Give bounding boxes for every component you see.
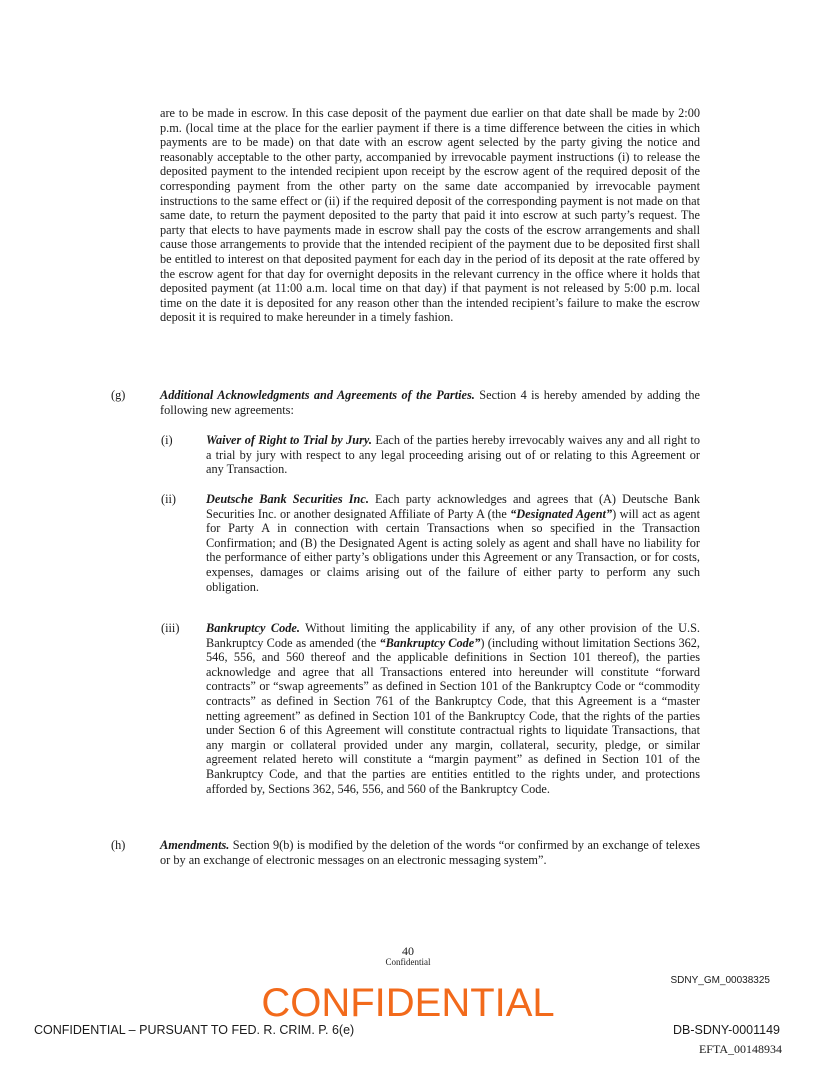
item-i-paragraph <box>206 433 700 477</box>
section-h-label: (h) <box>111 838 126 852</box>
designated-agent-term: “Designated Agent” <box>510 506 613 521</box>
item-ii-paragraph <box>206 492 700 594</box>
item-iii-paragraph <box>206 621 700 796</box>
item-i-heading: Waiver of Right to Trial by Jury. <box>206 433 372 447</box>
bates-gm: SDNY_GM_00038325 <box>670 975 770 986</box>
bates-db: DB-SDNY-0001149 <box>672 1023 780 1037</box>
section-g-heading: Additional Acknowledgments and Agreements of the Parties. <box>160 388 475 402</box>
grand-jury-notice: CONFIDENTIAL – PURSUANT TO FED. R. CRIM. P. 6(e) <box>34 1023 355 1037</box>
section-h-text: Section 9(b) is modified by the deletion of the words “or confirmed by an exchange of telexes or by an exchange of electronic messages on an electronic messaging system”. <box>160 838 700 867</box>
section-g-text: Section 4 is hereby amended by adding the following new agreements: <box>160 388 700 417</box>
item-i-label: (i) <box>161 433 173 447</box>
bankruptcy-code-term: “Bankruptcy Code” <box>379 635 481 650</box>
item-ii-text-1: Each party acknowledges and agrees that (A) Deutsche Bank Securities Inc. or another designated Affiliate of Party A (the <box>206 492 700 521</box>
item-ii-label: (ii) <box>161 492 177 506</box>
item-iii-label: (iii) <box>161 621 180 635</box>
item-iii-heading: Bankruptcy Code. <box>206 621 300 635</box>
item-ii-heading: Deutsche Bank Securities Inc. <box>206 492 369 506</box>
section-h-paragraph <box>160 838 700 867</box>
section-h-heading: Amendments. <box>160 838 230 852</box>
efta-number: EFTA_00148934 <box>698 1042 782 1056</box>
confidential-stamp: CONFIDENTIAL <box>261 981 555 1025</box>
confidential-footer-label: Confidential <box>385 957 431 967</box>
section-g-label: (g) <box>111 388 126 402</box>
item-i-text: Each of the parties hereby irrevocably waives any and all right to a trial by jury with respect to any legal proceeding arising out of or relating to this Agreement or any Transaction. <box>206 433 700 477</box>
escrow-paragraph: are to be made in escrow. In this case deposit of the payment due earlier on that date shall be made by 2:00 p.m. (local time at the place for the earlier payment if there is a time difference between the cities in which payments are to be made) on that date with an escrow agent selected by the party giving the notice and reasonably acceptable to the other party, accompanied by irrevocable payment instructions (i) to release the deposited payment to the intended recipient upon receipt by the escrow agent of the required deposit of the corresponding payment from the other party on the same date accompanied by irrevocable payment instructions to the same effect or (ii) if the required deposit of the corresponding payment is not made on that same date, to return the payment deposited to the party that paid it into escrow at such party’s request. The party that elects to have payments made in escrow shall pay the costs of the escrow arrangements and shall cause those arrangements to provide that the intended recipient of the payment due to be deposited first shall be entitled to interest on that deposited payment for each day in the period of its deposit at the rate offered by the escrow agent for that day for overnight deposits in the relevant currency in the office where it holds that deposited payment (at 11:00 a.m. local time on that day) if that payment is not released by 5:00 p.m. local time on the date it is deposited for any reason other than the intended recipient’s failure to make the escrow deposit it is required to make hereunder in a timely fashion. <box>160 106 700 325</box>
item-ii-text-2: ) will act as agent for Party A in connection with certain Transactions when so specified in the Transaction Confirmation; and (B) the Designated Agent is acting solely as agent and shall have no liability for the performance of either party’s obligations under this Agreement or any Transaction, or for costs, expenses, damages or claims arising out of the failure of either party to perform any such obligation. <box>206 506 700 594</box>
item-iii-text-2: ) (including without limitation Sections 362, 546, 556, and 560 thereof and the applicable definitions in Section 101 thereof), the parties acknowledge and agree that all Transactions entered into hereunder will constitute “forward contracts” or “swap agreements” as defined in Section 101 of the Bankruptcy Code or “commodity contracts” as defined in Section 761 of the Bankruptcy Code, that this Agreement is a “master netting agreement” as defined in Section 101 of the Bankruptcy Code, that the rights of the parties under Section 6 of this Agreement will constitute contractual rights to liquidate Transactions, that any margin or collateral provided under any margin, collateral, security, pledge, or similar agreement related hereto will constitute a “margin payment” as defined in Section 101 of the Bankruptcy Code, and that the parties are entities entitled to the rights under, and protections afforded by, Sections 362, 546, 556, and 560 of the Bankruptcy Code. <box>206 635 700 796</box>
item-iii-text-1: Without limiting the applicability if any, of any other provision of the U.S. Bankruptcy Code as amended (the <box>206 621 700 650</box>
section-g-paragraph <box>160 388 700 417</box>
page-number: 40 <box>402 944 414 958</box>
